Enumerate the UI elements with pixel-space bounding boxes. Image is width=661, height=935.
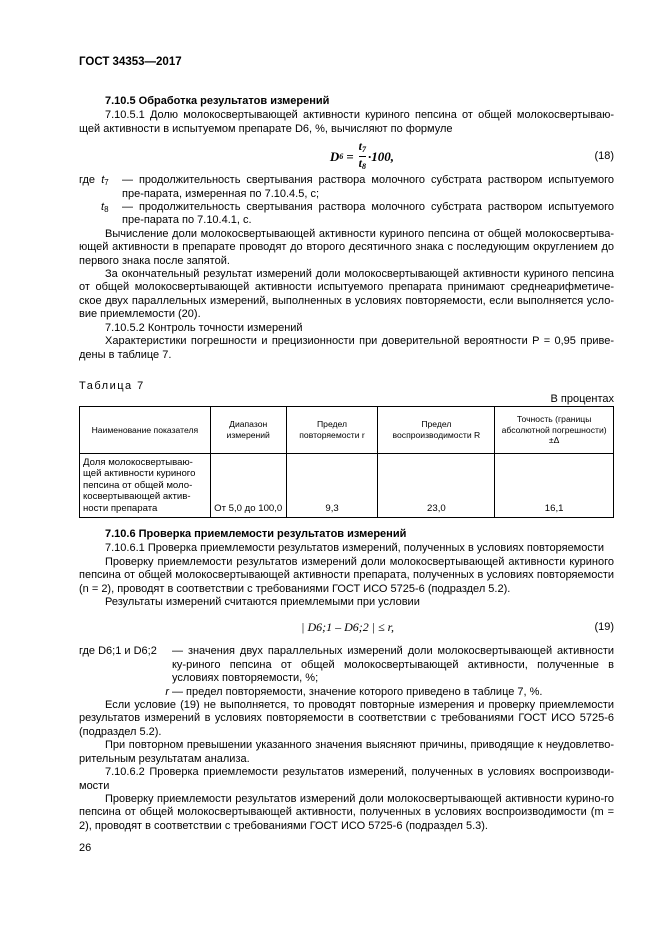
section-7106 bbox=[79, 528, 614, 833]
paragraph: Проверку приемлемости результатов измерений доли молокосвертывающей активности курино-го пепсина от общей молокосвертывающей активности, полученных в условиях воспроизводимости (m = 2), проводят в соответствии с требованиями ГОСТ ИСО 5725-6 (подраздел 5.3). bbox=[79, 792, 614, 832]
document-header: ГОСТ 34353—2017 bbox=[79, 56, 182, 68]
formula-18 bbox=[79, 138, 614, 171]
cell-r: 9,3 bbox=[286, 454, 378, 518]
cell-name: Доля молокосвертываю-щей активности куриного пепсина от общей моло-косвертывающей актив-ности препарата bbox=[80, 454, 211, 518]
cell-R: 23,0 bbox=[378, 454, 495, 518]
formula-number: (18) bbox=[594, 149, 614, 162]
table-units: В процентах bbox=[550, 393, 614, 405]
header-cell: Наименование показателя bbox=[80, 407, 211, 454]
table-header-row bbox=[80, 407, 614, 454]
paragraph: 7.10.5.2 Контроль точности измерений bbox=[105, 321, 303, 334]
table-row bbox=[80, 454, 614, 518]
paragraph: Вычисление доли молокосвертывающей активности куриного пепсина от общей молокосвертыва-ющей активности в препарате проводят до второго десятичного знака с последующим округлением до первого знака после запятой. bbox=[79, 227, 614, 267]
definition-t7: где $t_7$ — продолжительность свертывания раствора молочного субстрата раствором испытуемого пре-парата, измеренная по 7.10.4.5, с; bbox=[79, 174, 614, 200]
header-cell: Диапазон измерений bbox=[210, 407, 286, 454]
page-number: 26 bbox=[79, 842, 92, 854]
section-title: 7.10.6 Проверка приемлемости результатов измерений bbox=[105, 528, 407, 540]
formula-19 bbox=[79, 613, 614, 641]
header-cell: Предел воспроизводимости R bbox=[378, 407, 495, 454]
paragraph: Если условие (19) не выполняется, то проводят повторные измерения и проверку приемлемости результатов измерений в условиях повторяемости в соответствии с требованиями ГОСТ ИСО 5725-6 (подраздел 5.2). bbox=[79, 699, 614, 738]
paragraph: Проверку приемлемости результатов измерений доли молокосвертывающей активности куриного пепсина от общей молокосвертывающей активности препарата, полученных в условиях повторяемости (n = 2), проводят в соответствии с требованиями ГОСТ ИСО 5725-6 (подраздел 5.2). bbox=[79, 555, 614, 595]
section-7105 bbox=[79, 95, 614, 362]
fraction: $\frac{t_7}{t_8}$ bbox=[358, 138, 366, 171]
formula-number: (19) bbox=[594, 620, 614, 633]
definition-r: r — предел повторяемости, значение которого приведено в таблице 7, %. bbox=[165, 685, 543, 698]
paragraph: 7.10.6.2 Проверка приемлемости результатов измерений, полученных в условиях воспроизводи-мости bbox=[79, 766, 614, 792]
cell-range: От 5,0 до 100,0 bbox=[210, 454, 286, 518]
header-cell: Предел повторяемости r bbox=[286, 407, 378, 454]
paragraph: При повторном превышении указанного значения выясняют причины, приводящие к неудовлетво-рительным результатам анализа. bbox=[79, 739, 614, 765]
formula-expression: D 6 = $\frac{t_7}{t_8}$ ·100, bbox=[329, 138, 394, 171]
definition-t8: $t_8$ — продолжительность свертывания раствора молочного субстрата раствором испытуемого пре-парата по 7.10.4.1, с. bbox=[101, 201, 614, 227]
paragraph: За окончательный результат измерений доли молокосвертывающей активности куриного пепсина от общей молокосвертывающей активности испытуемого препарата принимают среднеарифметиче-ское двух параллельных измерений, выполненных в условиях повторяемости, если выполняется усло-вие приемлемости (20). bbox=[79, 268, 614, 321]
paragraph: Характеристики погрешности и прецизионности при доверительной вероятности P = 0,95 приве-дены в таблице 7. bbox=[79, 335, 614, 361]
paragraph: 7.10.6.1 Проверка приемлемости результатов измерений, полученных в условиях повторяемости bbox=[105, 542, 605, 555]
section-title: 7.10.5 Обработка результатов измерений bbox=[105, 95, 330, 107]
table-caption: Таблица 7 bbox=[79, 380, 145, 392]
cell-delta: 16,1 bbox=[495, 454, 614, 518]
paragraph: 7.10.5.1 Долю молокосвертывающей активности куриного пепсина от общей молокосвертываю-щей активности в испытуемом препарате D6, %, вычисляют по формуле bbox=[79, 109, 614, 135]
paragraph: Результаты измерений считаются приемлемыми при условии bbox=[105, 596, 420, 609]
table-7 bbox=[79, 406, 614, 518]
formula-expression: | D6;1 – D6;2 | ≤ r, bbox=[301, 619, 394, 634]
definition-d: где D6;1 и D6;2 — значения двух параллельных измерений доли молокосвертывающей активности ку-риного пепсина от общей молокосвертывающей активности, полученные в условиях повторяемости, %; bbox=[79, 645, 614, 685]
header-cell: Точность (границы абсолютной погрешности) ±Δ bbox=[495, 407, 614, 454]
